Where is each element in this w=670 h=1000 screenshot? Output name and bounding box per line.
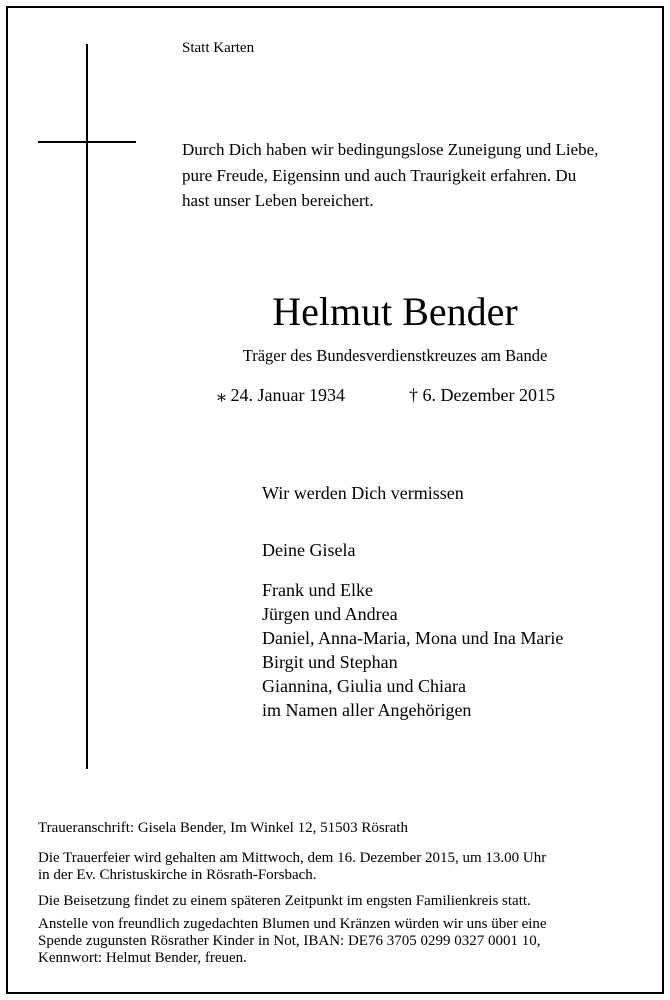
- cross-icon-vertical-bar: [86, 44, 88, 769]
- family-entry: Birgit und Stephan: [262, 652, 398, 672]
- memorial-verse: [182, 137, 632, 214]
- ceremony-info: [38, 850, 638, 884]
- family-entry: Daniel, Anna-Maria, Mona und Ina Marie: [262, 628, 564, 648]
- donation-line: Anstelle von freundlich zugedachten Blumen und Kränzen würden wir uns über eine: [38, 916, 547, 932]
- family-entry: im Namen aller Angehörigen: [262, 700, 472, 720]
- burial-info: [38, 893, 638, 910]
- ceremony-line: in der Ev. Christuskirche in Rösrath-Forsbach.: [38, 867, 317, 883]
- death-date: † 6. Dezember 2015: [409, 385, 555, 405]
- verse-line: pure Freude, Eigensinn und auch Traurigkeit erfahren. Du: [182, 165, 577, 185]
- honor-line: Träger des Bundesverdienstkreuzes am Bande: [242, 346, 548, 365]
- spouse-signature: Deine Gisela: [262, 540, 356, 560]
- address-line: Traueranschrift: Gisela Bender, Im Winkel 12, 51503 Rösrath: [38, 820, 408, 836]
- donation-info: [38, 916, 638, 967]
- donation-line: Kennwort: Helmut Bender, freuen.: [38, 950, 247, 966]
- statt-karten-label: Statt Karten: [182, 40, 255, 56]
- deceased-name: Helmut Bender: [272, 289, 518, 334]
- family-list: [262, 578, 563, 722]
- donation-line: Spende zugunsten Rösrather Kinder in Not, IBAN: DE76 3705 0299 0327 0001 10,: [38, 933, 541, 949]
- closing-line: Wir werden Dich vermissen: [262, 483, 464, 503]
- verse-line: Durch Dich haben wir bedingungslose Zuneigung und Liebe,: [182, 140, 599, 159]
- cross-icon-horizontal-bar: [38, 141, 136, 143]
- burial-line: Die Beisetzung findet zu einem späteren Zeitpunkt im engsten Familienkreis statt.: [38, 893, 531, 909]
- birth-date: ⁎ 24. Januar 1934: [217, 385, 345, 405]
- family-entry: Giannina, Giulia und Chiara: [262, 676, 466, 696]
- family-entry: Frank und Elke: [262, 580, 373, 600]
- ceremony-line: Die Trauerfeier wird gehalten am Mittwoch, dem 16. Dezember 2015, um 13.00 Uhr: [38, 850, 547, 866]
- mourning-address: [38, 820, 638, 837]
- verse-line: hast unser Leben bereichert.: [182, 191, 374, 210]
- family-entry: Jürgen und Andrea: [262, 604, 398, 624]
